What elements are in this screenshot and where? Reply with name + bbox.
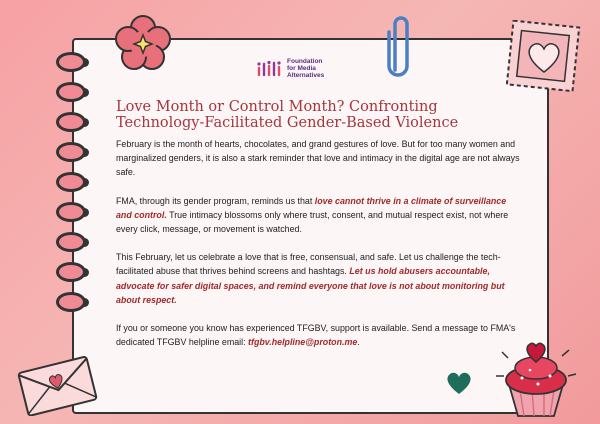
spiral-ring bbox=[56, 52, 86, 72]
page-title bbox=[116, 99, 526, 131]
paragraph-support bbox=[116, 321, 524, 349]
fma-logo bbox=[256, 58, 324, 79]
spiral-ring bbox=[56, 202, 86, 222]
fma-logo-mark-icon bbox=[256, 60, 282, 78]
helpline-email-link[interactable]: tfgbv.helpline@proton.me bbox=[248, 337, 358, 348]
paragraph-celebrate-emphasis: Let us hold abusers accountable, advocate for safer digital spaces, and remind everyone that love is not about monitoring but about respect. bbox=[116, 266, 505, 305]
cupcake-icon bbox=[494, 338, 578, 420]
spiral-ring bbox=[56, 112, 86, 132]
logo-line-3: Alternatives bbox=[287, 72, 325, 79]
paragraph-fma bbox=[116, 194, 524, 237]
spiral-ring bbox=[56, 262, 86, 282]
title-line-1: Love Month or Control Month? Confronting bbox=[116, 99, 438, 115]
title-line-2: Technology-Facilitated Gender-Based Violence bbox=[116, 115, 459, 131]
logo-line-1: Foundation bbox=[287, 58, 323, 65]
paragraph-celebrate bbox=[116, 250, 524, 307]
paragraph-fma-text-1: FMA, through its gender program, reminds us that bbox=[116, 195, 315, 206]
paragraph-intro bbox=[116, 137, 524, 180]
spiral-ring bbox=[56, 82, 86, 102]
spiral-ring bbox=[56, 172, 86, 192]
paragraph-intro-text: February is the month of hearts, chocolates, and grand gestures of love. But for too many women and marginalized genders, it is also a stark reminder that love and intimacy in the digital age are not always safe. bbox=[116, 139, 520, 178]
logo-line-2: for Media bbox=[287, 65, 316, 72]
flower-sticker-icon bbox=[114, 15, 172, 71]
paperclip-icon bbox=[386, 10, 412, 80]
heart-stamp-icon bbox=[506, 20, 582, 92]
envelope-icon bbox=[14, 352, 102, 416]
paragraph-fma-text-2: True intimacy blossoms only where trust, consent, and mutual respect exist, not where every click, message, or movement is watched. bbox=[116, 209, 509, 235]
paragraph-support-end: . bbox=[357, 337, 360, 348]
article-body bbox=[116, 137, 524, 363]
paragraph-fma-emphasis: love cannot thrive in a climate of surveillance and control. bbox=[116, 195, 507, 220]
paragraph-support-text: If you or someone you know has experienced TFGBV, support is available. Send a message to FMA's dedicated TFGBV helpline email: bbox=[116, 323, 516, 348]
green-heart-icon bbox=[444, 370, 474, 396]
paragraph-celebrate-text: This February, let us celebrate a love that is free, consensual, and safe. Let us challenge the tech-facilitated abuse that thrives behind screens and hashtags. bbox=[116, 252, 501, 277]
spiral-ring bbox=[56, 142, 86, 162]
spiral-ring bbox=[56, 292, 86, 312]
spiral-ring bbox=[56, 232, 86, 252]
logo-text bbox=[287, 58, 324, 79]
